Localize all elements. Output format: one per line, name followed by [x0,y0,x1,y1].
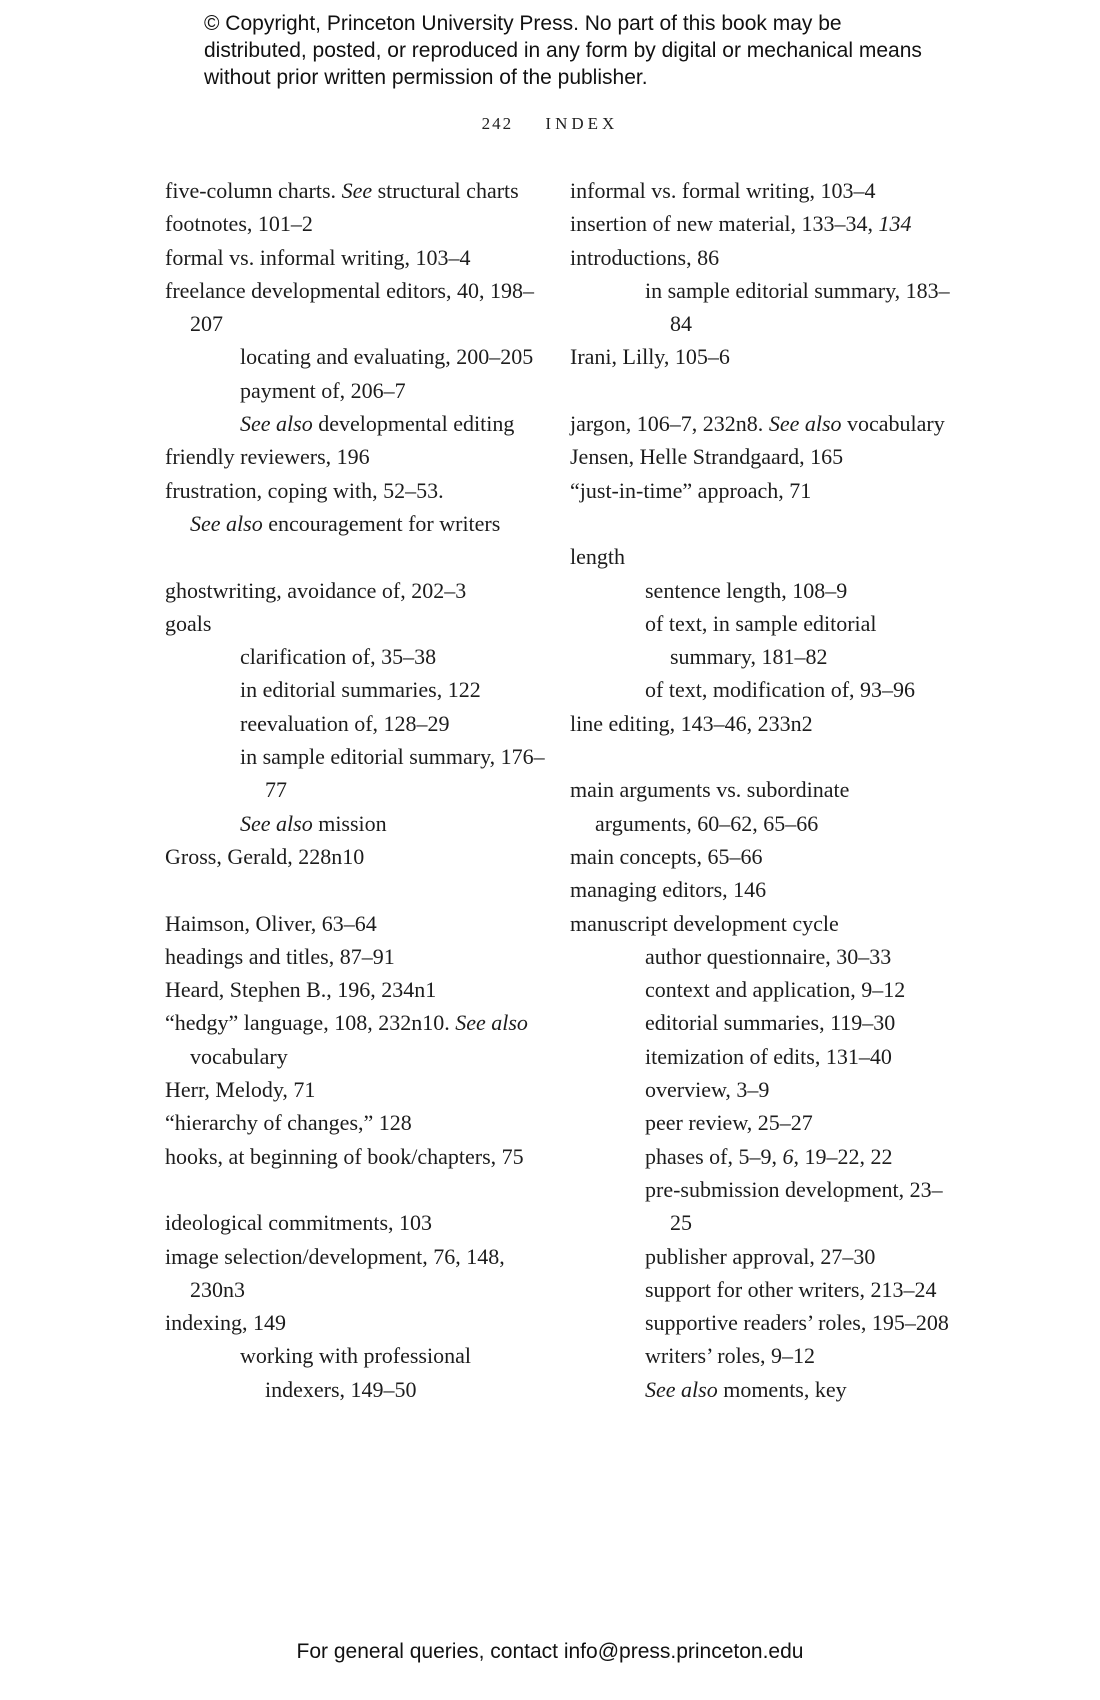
index-entry: introductions, 86 [570,244,720,270]
section-title: INDEX [545,114,619,133]
index-entry: ideological commitments, 103 [165,1210,433,1236]
index-entry: indexing, 149 [165,1310,286,1336]
index-entry: five-column charts. See structural charts [165,178,519,203]
contact-footer: For general queries, contact info@press.princeton.edu [296,1640,804,1663]
index-subentry: peer review, 25–27 [645,1110,813,1136]
index-subentry: in sample editorial summary, 183–84 [645,277,950,337]
index-entry: “hierarchy of changes,” 128 [165,1110,412,1136]
index-entry: friendly reviewers, 196 [165,444,370,470]
copyright-notice: © Copyright, Princeton University Press. No part of this book may be distributed, posted, or reproduced in any form by digital or mechanical means without prior written permission of the publisher. [204,12,922,89]
index-subentry: working with professional indexers, 149–50 [240,1343,471,1402]
index-entry: informal vs. formal writing, 103–4 [570,178,876,203]
index-entry: main concepts, 65–66 [570,843,763,869]
index-subentry: sentence length, 108–9 [645,577,848,603]
index-subentry: See also mission [240,810,387,836]
index-subentry: overview, 3–9 [645,1077,770,1103]
index-subentry: reevaluation of, 128–29 [240,710,450,736]
index-subentry: in sample editorial summary, 176–77 [240,744,545,803]
index-subentry: clarification of, 35–38 [240,644,437,670]
index-column-right [570,174,950,1406]
index-entry: headings and titles, 87–91 [165,943,395,969]
index-entry: Herr, Melody, 71 [165,1077,316,1103]
index-entry: Jensen, Helle Strandgaard, 165 [570,444,844,470]
index-subentry: payment of, 206–7 [240,377,406,403]
index-entry: footnotes, 101–2 [165,211,313,237]
index-entry: managing editors, 146 [570,877,767,903]
index-subentry: of text, modification of, 93–96 [645,677,916,703]
index-subentry: editorial summaries, 119–30 [645,1010,896,1036]
index-subentry: itemization of edits, 131–40 [645,1043,892,1069]
index-subentry: support for other writers, 213–24 [645,1276,937,1302]
index-subentry: pre-submission development, 23–25 [645,1176,943,1236]
index-entry: jargon, 106–7, 232n8. See also vocabulary [570,411,945,437]
index-subentry: supportive readers’ roles, 195–208 [645,1310,949,1336]
index-subentry: author questionnaire, 30–33 [645,943,892,969]
index-entry: line editing, 143–46, 233n2 [570,710,813,736]
running-head [0,114,1100,134]
index-entry: length [570,544,625,570]
index-subentry: phases of, 5–9, 6, 19–22, 22 [645,1143,893,1169]
index-subentry: in editorial summaries, 122 [240,677,481,703]
index-subentry: context and application, 9–12 [645,977,906,1003]
index-entry: insertion of new material, 133–34, 134 [570,211,912,237]
index-subentry: See also developmental editing [240,411,515,437]
index-entry: manuscript development cycle [570,910,839,936]
index-subentry: locating and evaluating, 200–205 [240,344,534,370]
index-subentry: publisher approval, 27–30 [645,1243,876,1269]
index-entry: “hedgy” language, 108, 232n10. See also vocabulary [165,1010,528,1069]
index-subentry: of text, in sample editorial summary, 181–82 [645,610,877,670]
index-entry: formal vs. informal writing, 103–4 [165,244,471,270]
index-entry: Irani, Lilly, 105–6 [570,344,730,370]
index-column-left [165,174,545,1406]
index-entry: hooks, at beginning of book/chapters, 75 [165,1143,524,1169]
index-entry: ghostwriting, avoidance of, 202–3 [165,577,467,603]
index-entry: freelance developmental editors, 40, 198–207 [165,277,534,337]
index-subentry: writers’ roles, 9–12 [645,1343,816,1369]
index-entry: Haimson, Oliver, 63–64 [165,910,377,936]
index-subentry: See also moments, key [645,1376,847,1402]
index-entry: image selection/development, 76, 148, 230n3 [165,1243,505,1302]
index-entry: Gross, Gerald, 228n10 [165,843,365,869]
index-entry: “just-in-time” approach, 71 [570,477,812,503]
index-entry: Heard, Stephen B., 196, 234n1 [165,977,437,1003]
index-entry: frustration, coping with, 52–53. See also encouragement for writers [165,477,501,536]
index-entry: main arguments vs. subordinate arguments, 60–62, 65–66 [570,777,850,836]
index-entry: goals [165,610,212,636]
page-number: 242 [481,114,514,133]
